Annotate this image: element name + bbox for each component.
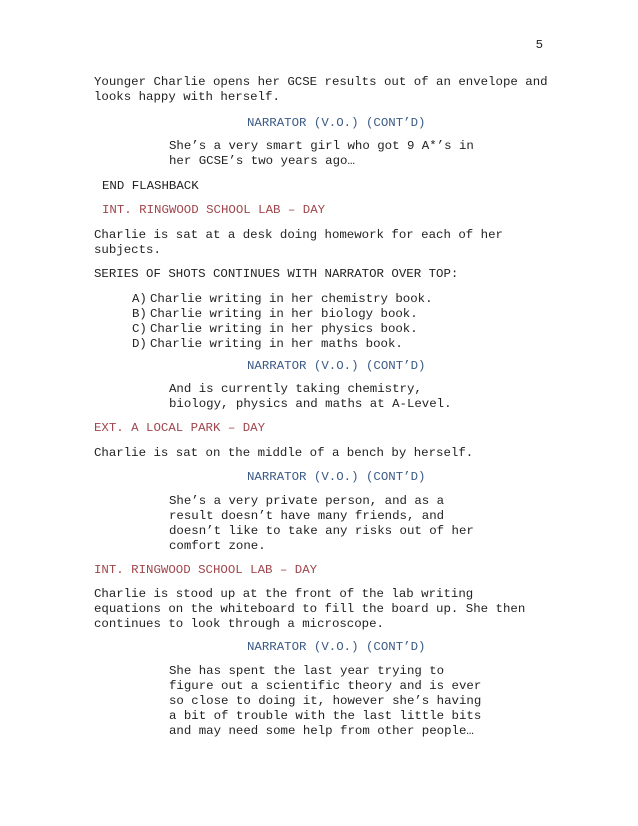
character-cue: NARRATOR (V.O.) (CONT’D) <box>247 470 426 484</box>
dialogue: And is currently taking chemistry, biology, physics and maths at A-Level. <box>169 382 452 411</box>
character-cue: NARRATOR (V.O.) (CONT’D) <box>247 640 426 654</box>
action-line: Charlie is sat on the middle of a bench by herself. <box>94 446 474 460</box>
list-item <box>132 307 418 322</box>
list-text: Charlie writing in her biology book. <box>150 307 418 321</box>
list-marker: B) <box>132 307 147 321</box>
scene-heading: INT. RINGWOOD SCHOOL LAB – DAY <box>94 563 318 577</box>
list-item <box>132 337 403 352</box>
dialogue: She’s a very smart girl who got 9 A*’s in her GCSE’s two years ago… <box>169 139 474 168</box>
page-number: 5 <box>535 38 543 52</box>
list-item <box>132 292 433 307</box>
action-line: Younger Charlie opens her GCSE results out of an envelope and looks happy with herself. <box>94 75 548 104</box>
action-line: Charlie is stood up at the front of the lab writing equations on the whiteboard to fill the board up. She then continues to look through a microscope. <box>94 587 526 631</box>
action-line: SERIES OF SHOTS CONTINUES WITH NARRATOR OVER TOP: <box>94 267 459 281</box>
list-marker: D) <box>132 337 147 351</box>
character-cue: NARRATOR (V.O.) (CONT’D) <box>247 116 426 130</box>
dialogue: She’s a very private person, and as a result doesn’t have many friends, and doesn’t like to take any risks out of her comfort zone. <box>169 494 474 553</box>
list-item <box>132 322 418 337</box>
character-cue: NARRATOR (V.O.) (CONT’D) <box>247 359 426 373</box>
action-line: Charlie is sat at a desk doing homework for each of her subjects. <box>94 228 503 257</box>
list-marker: C) <box>132 322 147 336</box>
list-marker: A) <box>132 292 147 306</box>
list-text: Charlie writing in her maths book. <box>150 337 403 351</box>
dialogue: She has spent the last year trying to figure out a scientific theory and is ever so close to doing it, however she’s having a bit of trouble with the last little bits and may need some help from other people… <box>169 664 482 738</box>
transition: END FLASHBACK <box>102 179 199 193</box>
list-text: Charlie writing in her chemistry book. <box>150 292 433 306</box>
scene-heading: EXT. A LOCAL PARK – DAY <box>94 421 266 435</box>
list-text: Charlie writing in her physics book. <box>150 322 418 336</box>
scene-heading: INT. RINGWOOD SCHOOL LAB – DAY <box>102 203 326 217</box>
